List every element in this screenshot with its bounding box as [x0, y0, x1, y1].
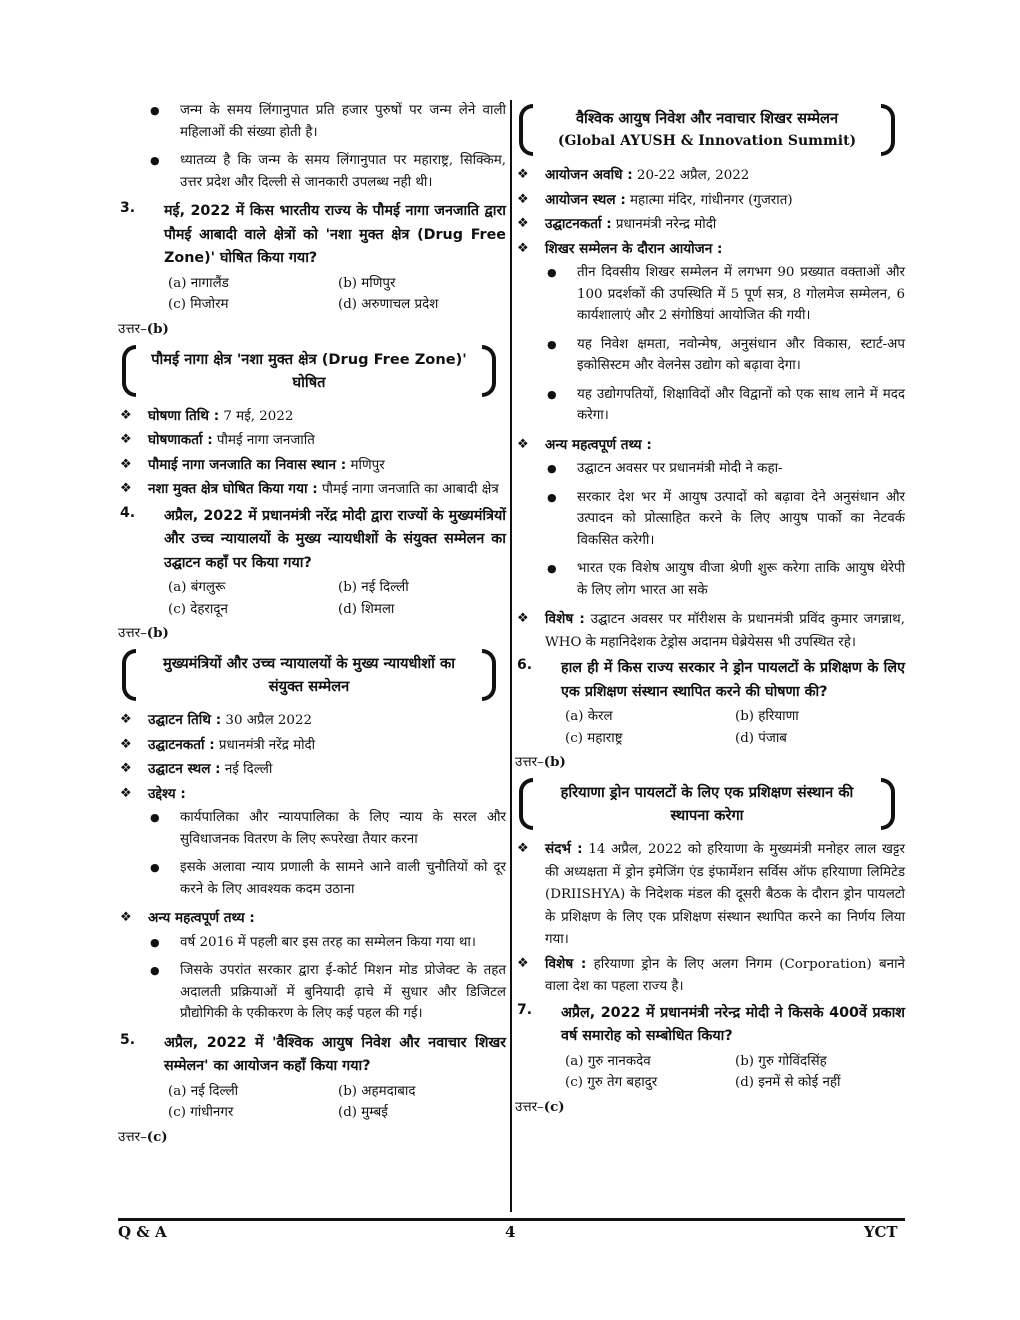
fact-item: ❖ उद्घाटन स्थल : नई दिल्ली	[118, 758, 506, 782]
fact-item: ❖ घोषणा तिथि : 7 मई, 2022	[118, 405, 506, 429]
option-d: (d) पंजाब	[735, 730, 787, 746]
question-4	[118, 505, 506, 621]
fact-item: ❖ नशा मुक्त क्षेत्र घोषित किया गया : पौमई नागा जनजाति का आबादी क्षेत्र	[118, 478, 506, 502]
question-number: 6.	[517, 657, 533, 673]
question-text: अप्रैल, 2022 में प्रधानमंत्री नरेंद्र मोदी द्वारा राज्यों के मुख्यमंत्रियों और उच्च न्यायालयों के मुख्य न्यायधीशों के संयुक्त सम्मेलन का उद्घाटन कहाँ पर किया गया?	[164, 507, 506, 571]
answer	[515, 1096, 905, 1119]
option-a: (a) बंगलुरू	[168, 580, 226, 595]
option-a: (a) केरल	[565, 709, 613, 724]
fact-item: ❖ पौमाई नागा जनजाति का निवास स्थान : मणिपुर	[118, 454, 506, 478]
left-column	[118, 100, 506, 1149]
topic-box: मुख्यमंत्रियों और उच्च न्यायालयों के मुख्य न्यायधीशों का संयुक्त सम्मेलन	[122, 649, 496, 701]
diamond-bullet-icon: ❖	[120, 407, 132, 423]
question-number: 3.	[120, 200, 136, 216]
answer	[515, 751, 905, 774]
list-item: ● सरकार देश भर में आयुष उत्पादों को बढ़ावा देने अनुसंधान और उत्पादन को प्रोत्साहित करने के लिए आयुष पार्को का नेटवर्क विकसित करेगी।	[515, 487, 905, 552]
question-text: अप्रैल, 2022 में प्रधानमंत्री नरेन्द्र मोदी ने किसके 400वें प्रकाश वर्ष समारोह को सम्बोधित किया?	[561, 1004, 905, 1044]
fact-item: ❖ शिखर सम्मेलन के दौरान आयोजन :	[515, 238, 905, 262]
fact-item: ❖ उद्देश्य :	[118, 783, 506, 807]
list-item: ● जन्म के समय लिंगानुपात प्रति हजार पुरुषों पर जन्म लेने वाली महिलाओं की संख्या होती है।	[118, 100, 506, 143]
list-item: ● यह उद्योगपतियों, शिक्षाविदों और विद्वानों को एक साथ लाने में मदद करेगा।	[515, 384, 905, 427]
diamond-bullet-icon: ❖	[517, 167, 529, 182]
fact-item: ❖ अन्य महत्वपूर्ण तथ्य :	[515, 434, 905, 458]
answer-value: (b)	[543, 754, 566, 770]
option-c: (c) महाराष्ट्र	[565, 730, 623, 746]
options	[164, 273, 506, 316]
footer-right: YCT	[864, 1223, 898, 1241]
options	[164, 1081, 506, 1124]
diamond-bullet-icon: ❖	[120, 736, 132, 752]
option-b: (b) मणिपुर	[338, 275, 396, 291]
diamond-bullet-icon: ❖	[120, 761, 132, 776]
options	[561, 1051, 905, 1094]
question-text: मई, 2022 में किस भारतीय राज्य के पौमई नागा जनजाति द्वारा पौमई आबादी वाले क्षेत्रों को 'नशा मुक्त क्षेत्र (Drug Free Zone)' घोषित किया गया?	[164, 203, 506, 266]
question-7	[515, 1002, 905, 1094]
option-a: (a) नागालैंड	[168, 275, 229, 291]
topic-box-title: वैश्विक आयुष निवेश और नवाचार शिखर सम्मेलन	[575, 110, 839, 127]
option-d: (d) मुम्बई	[338, 1105, 388, 1120]
question-text: हाल ही में किस राज्य सरकार ने ड्रोन पायलटों के प्रशिक्षण के लिए एक प्रशिक्षण संस्थान स्थापित करने की घोषणा की?	[561, 660, 905, 700]
list-item: ● भारत एक विशेष आयुष वीजा श्रेणी शुरू करेगा ताकि आयुष थेरेपी के लिए लोग भारत आ सके	[515, 558, 905, 601]
question-6	[515, 657, 905, 749]
fact-item: ❖ उद्घाटनकर्ता : प्रधानमंत्री नरेन्द्र मोदी	[515, 213, 905, 237]
list-item: ● ध्यातव्य है कि जन्म के समय लिंगानुपात पर महाराष्ट्र, सिक्किम, उत्तर प्रदेश और दिल्ली से जानकारी उपलब्ध नही थी।	[118, 150, 506, 193]
diamond-bullet-icon: ❖	[120, 712, 132, 727]
option-b: (b) अहमदाबाद	[338, 1083, 416, 1099]
answer-label: उत्तर–	[118, 626, 147, 641]
fact-item: ❖ घोषणाकर्ता : पौमई नागा जनजाति	[118, 429, 506, 453]
fact-item: ❖ आयोजन अवधि : 20-22 अप्रैल, 2022	[515, 164, 905, 188]
question-number: 4.	[120, 504, 136, 521]
answer	[118, 622, 506, 645]
option-c: (c) गांधीनगर	[168, 1105, 234, 1120]
option-d: (d) शिमला	[338, 601, 395, 617]
answer-label: उत्तर–	[118, 321, 147, 337]
fact-item: ❖ उद्घाटन तिथि : 30 अप्रैल 2022	[118, 709, 506, 733]
option-c: (c) गुरु तेग बहादुर	[565, 1075, 658, 1090]
answer	[118, 318, 506, 341]
answer-value: (c)	[146, 1128, 168, 1145]
fact-item: ❖ उद्घाटनकर्ता : प्रधानमंत्री नरेंद्र मोदी	[118, 734, 506, 758]
diamond-bullet-icon: ❖	[517, 436, 529, 452]
answer-label: उत्तर–	[515, 755, 544, 770]
answer-label: उत्तर–	[118, 1129, 147, 1145]
column-divider	[510, 100, 512, 1212]
diamond-bullet-icon: ❖	[120, 910, 132, 925]
question-5	[118, 1032, 506, 1124]
footer-rule	[118, 1218, 905, 1221]
options	[561, 706, 905, 749]
fact-item: ❖ आयोजन स्थल : महात्मा मंदिर, गांधीनगर (गुजरात)	[515, 189, 905, 213]
answer-value: (b)	[146, 625, 169, 641]
answer-label: उत्तर–	[515, 1099, 544, 1115]
option-d: (d) इनमें से कोई नहीं	[735, 1075, 841, 1090]
topic-box: हरियाणा ड्रोन पायलटों के लिए एक प्रशिक्षण संस्थान की स्थापना करेगा	[519, 778, 895, 830]
fact-item: ❖ संदर्भ : 14 अप्रैल, 2022 को हरियाणा के मुख्यमंत्री मनोहर लाल खट्टर की अध्यक्षता में ड्रोन इमेजिंग एंड इंफार्मेशन सर्विस ऑफ हरियाणा लिमिटेड (DRIISHYA) के निदेशक मंडल की दूसरी बैठक के दौरान ड्रोन पायलटो के प्रशिक्षण के लिए एक प्रशिक्षण संस्थान स्थापित करने का निर्णय लिया गया।	[515, 838, 905, 952]
topic-box: पौमई नागा क्षेत्र 'नशा मुक्त क्षेत्र (Drug Free Zone)' घोषित	[122, 345, 496, 397]
diamond-bullet-icon: ❖	[120, 432, 132, 447]
question-text: अप्रैल, 2022 में 'वैश्विक आयुष निवेश और नवाचार शिखर सम्मेलन' का आयोजन कहाँ किया गया?	[164, 1034, 506, 1074]
list-item: ● जिसके उपरांत सरकार द्वारा ई-कोर्ट मिशन मोड प्रोजेक्ट के तहत अदालती प्रक्रियाओं में बुनियादी ढ़ाचे में सुधार और डिजिटल प्रौद्योगिकी के एकीकरण के लिए कई पहल की गई।	[118, 960, 506, 1025]
diamond-bullet-icon: ❖	[517, 191, 529, 207]
list-item: ● इसके अलावा न्याय प्रणाली के सामने आने वाली चुनौतियों को दूर करने के लिए आवश्यक कदम उठाना	[118, 857, 506, 900]
list-item: ● कार्यपालिका और न्यायपालिका के लिए न्याय के सरल और सुविधाजनक वितरण के लिए रूपरेखा तैयार करना	[118, 807, 506, 850]
list-item: ● तीन दिवसीय शिखर सम्मेलन में लगभग 90 प्रख्यात वक्ताओं और 100 प्रदर्शकों की उपस्थिति में 5 पूर्ण सत्र, 8 गोलमेज सम्मेलन, 6 कार्यशालाएं और 2 संगोष्ठियां आयोजित की गयी।	[515, 262, 905, 327]
question-3	[118, 200, 506, 316]
fact-item: ❖ विशेष : उद्घाटन अवसर पर मॉरीशस के प्रधानमंत्री प्रविंद कुमार जगन्नाथ, WHO के महानिदेशक टेड्रोस अदानम घेब्रेयेसस भी उपस्थित रहे।	[515, 608, 905, 654]
diamond-bullet-icon: ❖	[517, 841, 529, 856]
question-number: 5.	[120, 1031, 136, 1048]
option-a: (a) गुरु नानकदेव	[565, 1053, 651, 1069]
options	[164, 577, 506, 620]
option-c: (c) देहरादून	[168, 601, 228, 617]
footer-left: Q & A	[118, 1223, 167, 1241]
right-column	[515, 100, 905, 1119]
option-c: (c) मिजोरम	[168, 297, 229, 312]
option-b: (b) हरियाणा	[735, 709, 799, 724]
diamond-bullet-icon: ❖	[517, 611, 529, 626]
answer	[118, 1126, 506, 1149]
fact-item: ❖ अन्य महत्वपूर्ण तथ्य :	[118, 907, 506, 931]
diamond-bullet-icon: ❖	[517, 955, 529, 971]
diamond-bullet-icon: ❖	[517, 240, 529, 256]
option-b: (b) गुरु गोविंदसिंह	[735, 1053, 827, 1069]
option-b: (b) नई दिल्ली	[338, 580, 409, 595]
list-item: ● वर्ष 2016 में पहली बार इस तरह का सम्मेलन किया गया था।	[118, 932, 506, 954]
question-number: 7.	[517, 1001, 533, 1018]
diamond-bullet-icon: ❖	[517, 216, 529, 231]
list-item: ● उद्घाटन अवसर पर प्रधानमंत्री मोदी ने कहा-	[515, 458, 905, 480]
fact-item: ❖ विशेष : हरियाणा ड्रोन के लिए अलग निगम (Corporation) बनाने वाला देश का पहला राज्य है।	[515, 953, 905, 999]
page-number: 4	[505, 1223, 516, 1241]
topic-box	[519, 104, 895, 156]
answer-value: (c)	[543, 1098, 565, 1115]
topic-box-subtitle: (Global AYUSH & Innovation Summit)	[557, 133, 857, 149]
diamond-bullet-icon: ❖	[120, 481, 132, 496]
list-item: ● यह निवेश क्षमता, नवोन्मेष, अनुसंधान और विकास, स्टार्ट-अप इकोसिस्टम और वेलनेस उद्योग को बढ़ावा देगा।	[515, 334, 905, 377]
answer-value: (b)	[146, 320, 169, 337]
option-d: (d) अरुणाचल प्रदेश	[338, 297, 439, 312]
diamond-bullet-icon: ❖	[120, 456, 132, 472]
option-a: (a) नई दिल्ली	[168, 1083, 239, 1099]
diamond-bullet-icon: ❖	[120, 785, 132, 801]
